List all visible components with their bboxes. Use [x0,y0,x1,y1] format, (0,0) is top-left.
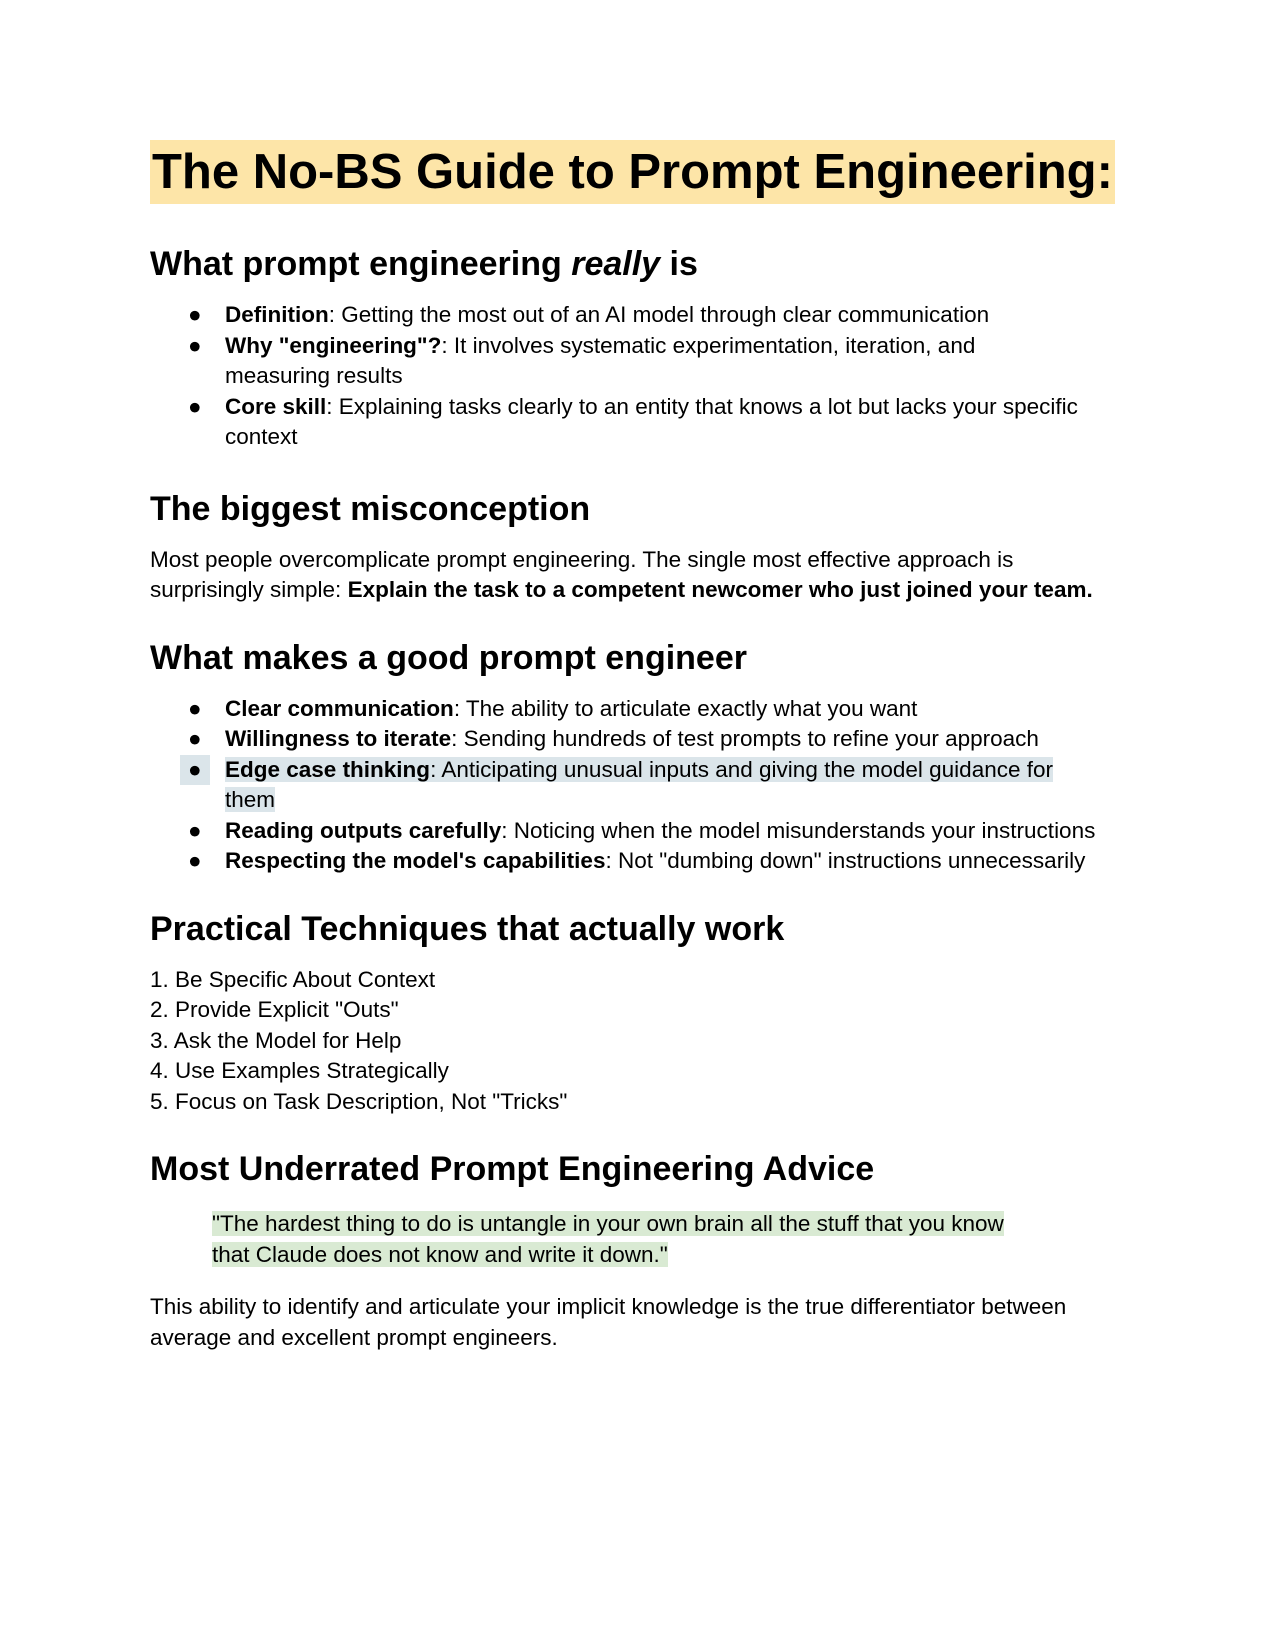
bullet-icon: ● [188,393,202,419]
bullet-icon: ● [180,755,210,786]
bullet-icon: ● [188,695,202,721]
paragraph-bold-text: Explain the task to a competent newcomer who just joined your team. [347,577,1093,602]
techniques-list [150,965,1130,1118]
heading-text-emphasis: really [571,245,661,283]
highlighted-quote [212,1209,1012,1270]
list-item-term: Willingness to iterate [225,726,452,751]
list-item-text: : It involves systematic experimentation, iteration, and measuring results [225,332,976,388]
list-item [150,724,1225,755]
list-item [150,816,1225,847]
bullet-icon: ● [188,726,202,751]
list-item: 2. Provide Explicit "Outs" [150,997,399,1022]
bullet-icon: ● [188,817,202,843]
bullet-icon: ● [188,302,202,327]
heading-good-prompt-engineer: What makes a good prompt engineer [150,638,747,677]
quote-line: that Claude does not know and write it down." [212,1241,668,1267]
list-item-text: : Anticipating unusual inputs and giving the model guidance for them [225,756,1053,812]
list-item-term: Definition [225,302,329,327]
list-item-text: : Explaining tasks clearly to an entity that knows a lot but lacks your specific context [225,393,1078,449]
list-item: 3. Ask the Model for Help [150,1027,402,1053]
list-item-text: : Sending hundreds of test prompts to refine your approach [451,726,1039,751]
list-item [150,392,1085,453]
bullet-icon: ● [188,848,202,873]
list-item: 4. Use Examples Strategically [150,1058,449,1083]
list-item-text: : Not "dumbing down" instructions unnecessarily [605,848,1086,873]
document-title: The No-BS Guide to Prompt Engineering: [150,140,1115,204]
heading-practical-techniques: Practical Techniques that actually work [150,909,785,948]
misconception-paragraph [150,545,1130,606]
qualities-list [150,694,1130,877]
list-item-text: : Noticing when the model misunderstands your instructions [501,817,1096,843]
list-item [150,694,1225,725]
definition-list [150,300,1130,453]
list-item-term: Edge case thinking [225,756,431,782]
list-item [150,300,1225,331]
heading-text-pre: What prompt engineering [150,245,572,283]
paragraph-text: Most people overcomplicate prompt engineering. The single most effective approach is surprisingly simple: [150,546,1014,602]
list-item-term: Respecting the model's capabilities [225,848,606,873]
list-item: 5. Focus on Task Description, Not "Tricks" [150,1088,568,1114]
list-item-text: : The ability to articulate exactly what you want [453,695,918,721]
heading-biggest-misconception: The biggest misconception [150,489,591,528]
document-page [150,140,1130,1353]
list-item-term: Why "engineering"? [225,332,442,358]
list-item: 1. Be Specific About Context [150,966,436,992]
list-item-text: : Getting the most out of an AI model through clear communication [328,302,990,327]
heading-what-prompt-engineering-is [150,242,1130,286]
list-item [150,846,1225,877]
list-item-highlighted [150,755,1085,816]
heading-text-post: is [660,245,698,283]
quote-line: "The hardest thing to do is untangle in your own brain all the stuff that you know [212,1211,1004,1236]
list-item-term: Reading outputs carefully [225,817,502,843]
heading-underrated-advice: Most Underrated Prompt Engineering Advice [150,1150,875,1188]
closing-paragraph: This ability to identify and articulate your implicit knowledge is the true differentiator between average and excellent prompt engineers. [150,1294,1067,1350]
list-item-term: Core skill [225,393,327,419]
bullet-icon: ● [188,332,202,358]
list-item-term: Clear communication [225,695,454,721]
list-item [150,331,1085,392]
